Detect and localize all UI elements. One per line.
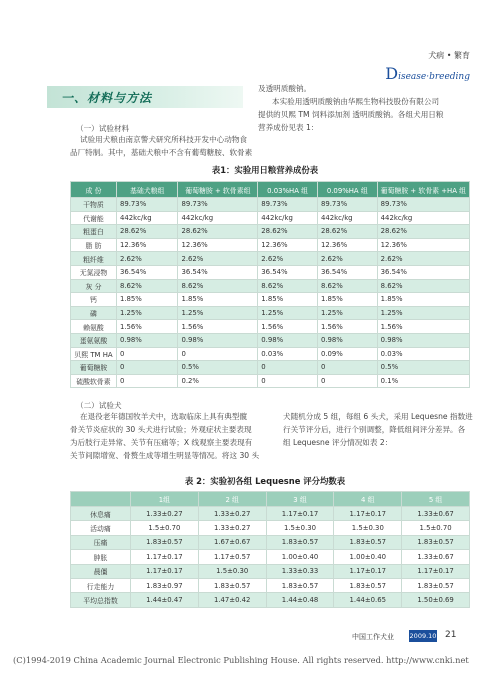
table-cell: 12.36%	[377, 238, 469, 252]
row-label-cell: 干物质	[71, 198, 117, 212]
column-header: 成 份	[71, 182, 117, 198]
table-cell: 0	[116, 374, 177, 388]
table-cell: 442kc/kg	[258, 211, 318, 225]
table-cell: 1.85%	[116, 293, 177, 307]
table-cell: 28.62%	[258, 225, 318, 239]
table-cell: 0	[116, 347, 177, 361]
row-label-cell: 压痛	[71, 535, 131, 549]
row-label-cell: 休息痛	[71, 507, 131, 521]
table-row	[71, 507, 470, 521]
row-label-cell: 脂 肪	[71, 238, 117, 252]
row-label-cell: 代谢能	[71, 211, 117, 225]
table-cell: 1.33±0.67	[402, 507, 470, 521]
journal-column-header	[380, 50, 470, 83]
table-cell: 1.25%	[258, 306, 318, 320]
table-cell: 0.98%	[258, 333, 318, 347]
table-cell: 0	[258, 374, 318, 388]
table-row	[71, 252, 470, 266]
table-cell: 1.56%	[377, 320, 469, 334]
table-cell: 1.33±0.27	[198, 521, 266, 535]
table-row	[71, 361, 470, 375]
table-cell: 1.83±0.57	[266, 578, 334, 592]
table-cell: 1.83±0.57	[402, 535, 470, 549]
section-heading: 一、材料与方法	[61, 91, 153, 105]
column-header: 1组	[131, 492, 199, 507]
table-cell: 1.33±0.27	[198, 507, 266, 521]
table-cell: 1.85%	[317, 293, 377, 307]
table-cell: 1.56%	[258, 320, 318, 334]
text-line: 营养成份见表 1：	[258, 123, 319, 132]
table-cell: 89.73%	[377, 198, 469, 212]
table-row	[71, 265, 470, 279]
table-row	[71, 211, 470, 225]
row-label-cell: 粗蛋白	[71, 225, 117, 239]
table-cell: 89.73%	[258, 198, 318, 212]
table-row	[71, 521, 470, 535]
table-cell: 0	[317, 361, 377, 375]
column-header: 葡萄糖胺 + 软骨素组	[178, 182, 258, 198]
table-cell: 8.62%	[116, 279, 177, 293]
row-label-cell: 肿胀	[71, 550, 131, 564]
table-cell: 28.62%	[178, 225, 258, 239]
table-header-row	[71, 182, 470, 198]
table-cell: 8.62%	[377, 279, 469, 293]
table-cell: 1.56%	[116, 320, 177, 334]
text-line: 骨关节炎症状的 30 头犬进行试验；外观症状主要表现	[70, 425, 252, 434]
table2-title: 表 2：实验初各组 Lequesne 评分均数表	[184, 476, 346, 486]
table-cell: 1.25%	[116, 306, 177, 320]
table-cell: 442kc/kg	[116, 211, 177, 225]
table-cell: 8.62%	[258, 279, 318, 293]
table-cell: 28.62%	[377, 225, 469, 239]
text-line: 本实验用透明质酸钠由华熙生物科技股份有限公司	[272, 97, 440, 106]
table-cell: 1.17±0.17	[131, 550, 199, 564]
table-cell: 1.56%	[317, 320, 377, 334]
table-cell: 12.36%	[258, 238, 318, 252]
text-line: 品厂特制。其中，基础犬粮中不含有葡萄糖胺、软骨素	[70, 148, 253, 157]
diet-nutrition-table	[70, 181, 470, 388]
table-cell: 1.5±0.30	[334, 521, 402, 535]
table-cell: 0.98%	[317, 333, 377, 347]
table-cell: 1.25%	[178, 306, 258, 320]
table-cell: 1.25%	[317, 306, 377, 320]
table-cell: 1.00±0.40	[266, 550, 334, 564]
text-line: 行关节评分后，进行个别调整，降低组间评分差异。各	[283, 425, 466, 434]
table-cell: 1.25%	[377, 306, 469, 320]
table-cell: 36.54%	[377, 265, 469, 279]
table-cell: 0.5%	[377, 361, 469, 375]
table-cell: 0.1%	[377, 374, 469, 388]
text-line: 试验用犬粮由南京警犬研究所科技开发中心动物食	[80, 135, 248, 144]
table-cell: 1.83±0.57	[402, 578, 470, 592]
table-cell: 36.54%	[258, 265, 318, 279]
table-cell: 0.5%	[178, 361, 258, 375]
table-cell: 8.62%	[178, 279, 258, 293]
table-row	[71, 535, 470, 549]
row-label-cell: 活动痛	[71, 521, 131, 535]
table-row	[71, 550, 470, 564]
table-cell: 442kc/kg	[377, 211, 469, 225]
table-cell: 0.03%	[258, 347, 318, 361]
text-line: 犬随机分成 5 组，每组 6 头犬，采用 Lequesne 指数进	[283, 412, 473, 421]
table-cell: 1.47±0.42	[198, 593, 266, 607]
table-cell: 1.17±0.17	[334, 564, 402, 578]
column-header: 基础犬粮组	[116, 182, 177, 198]
table-cell: 1.83±0.57	[198, 578, 266, 592]
table-cell: 1.83±0.57	[334, 535, 402, 549]
footer-issue-badge: 2009.10	[409, 632, 437, 640]
table-cell: 1.83±0.57	[266, 535, 334, 549]
row-label-cell: 行走能力	[71, 578, 131, 592]
table-cell: 1.67±0.67	[198, 535, 266, 549]
table-cell: 1.44±0.65	[334, 593, 402, 607]
table-cell: 1.5±0.70	[402, 521, 470, 535]
table-cell: 36.54%	[178, 265, 258, 279]
table-row	[71, 238, 470, 252]
column-name-en-rest: isease·breeding	[398, 72, 470, 82]
text-line: 组 Lequesne 评分情况如表 2：	[283, 438, 393, 447]
text-line: 为后肢行走异常、关节有压痛等；X 线观察主要表现有	[70, 438, 253, 447]
table-cell: 1.85%	[178, 293, 258, 307]
row-label-cell: 粗纤维	[71, 252, 117, 266]
row-label-cell: 磷	[71, 306, 117, 320]
table-cell: 1.50±0.69	[402, 593, 470, 607]
table-cell: 8.62%	[317, 279, 377, 293]
table-cell: 0	[258, 361, 318, 375]
table-cell: 1.17±0.17	[334, 507, 402, 521]
column-header	[71, 492, 131, 507]
table-row	[71, 564, 470, 578]
table-row	[71, 333, 470, 347]
column-header: 0.09%HA 组	[317, 182, 377, 198]
table-cell: 89.73%	[317, 198, 377, 212]
table-cell: 1.44±0.47	[131, 593, 199, 607]
table-cell: 2.62%	[258, 252, 318, 266]
copyright-notice: (C)1994-2019 China Academic Journal Electronic Publishing House. All rights reserved. http://www.cnki.net	[13, 655, 469, 665]
table-cell: 1.5±0.70	[131, 521, 199, 535]
paragraph-dogs	[70, 410, 275, 462]
table-row	[71, 306, 470, 320]
table-row	[71, 279, 470, 293]
table-cell: 442kc/kg	[317, 211, 377, 225]
text-line: 在退役老年德国牧羊犬中，选取临床上具有典型髋	[80, 412, 248, 421]
row-label-cell: 蛋氨氨酸	[71, 333, 117, 347]
table-row	[71, 578, 470, 592]
table-cell: 1.83±0.57	[334, 578, 402, 592]
table-cell: 0.09%	[317, 347, 377, 361]
table-cell: 28.62%	[317, 225, 377, 239]
row-label-cell: 晨僵	[71, 564, 131, 578]
row-label-cell: 无氮浸物	[71, 265, 117, 279]
table-cell: 89.73%	[178, 198, 258, 212]
table-cell: 0.98%	[116, 333, 177, 347]
text-line: 及透明质酸钠。	[258, 84, 312, 93]
table-row	[71, 320, 470, 334]
row-label-cell: 硫酸软骨素	[71, 374, 117, 388]
table-row	[71, 374, 470, 388]
lequesne-score-table	[70, 491, 470, 608]
table-cell: 2.62%	[377, 252, 469, 266]
column-name-cn: 犬病 • 繁育	[428, 51, 470, 60]
table-cell: 1.17±0.17	[131, 564, 199, 578]
table-cell: 2.62%	[317, 252, 377, 266]
table-row	[71, 347, 470, 361]
table-cell: 36.54%	[116, 265, 177, 279]
table-cell: 12.36%	[116, 238, 177, 252]
paragraph-hyaluronate	[258, 82, 468, 134]
column-header: 葡萄糖胺 + 软骨素 +HA 组	[377, 182, 469, 198]
table-cell: 1.17±0.17	[266, 507, 334, 521]
subsection-materials: （一）试验材料	[76, 124, 130, 133]
row-label-cell: 赖氨酸	[71, 320, 117, 334]
row-label-cell: 贝熙 TM HA	[71, 347, 117, 361]
text-line: 关节间隙增宽、骨赘生成等增生明显等情况。将这 30 头	[70, 451, 260, 460]
table-cell: 1.83±0.97	[131, 578, 199, 592]
table-cell: 0.2%	[178, 374, 258, 388]
table-cell: 1.5±0.30	[266, 521, 334, 535]
table-cell: 0	[317, 374, 377, 388]
column-initial: D	[385, 64, 399, 83]
row-label-cell: 平均总指数	[71, 593, 131, 607]
table-cell: 12.36%	[178, 238, 258, 252]
table-cell: 1.85%	[377, 293, 469, 307]
table-cell: 12.36%	[317, 238, 377, 252]
column-header: 0.03%HA 组	[258, 182, 318, 198]
table-cell: 2.62%	[178, 252, 258, 266]
table-cell: 1.33±0.27	[131, 507, 199, 521]
column-header: 4 组	[334, 492, 402, 507]
table-row	[71, 198, 470, 212]
table-header-row	[71, 492, 470, 507]
table-cell: 1.00±0.40	[334, 550, 402, 564]
table-cell: 1.56%	[178, 320, 258, 334]
paragraph-grouping	[283, 410, 473, 449]
table-cell: 28.62%	[116, 225, 177, 239]
table-cell: 1.17±0.57	[198, 550, 266, 564]
table-cell: 1.33±0.33	[266, 564, 334, 578]
paragraph-materials	[70, 133, 270, 159]
table-row	[71, 593, 470, 607]
page-number: 21	[445, 630, 457, 640]
table-cell: 0	[178, 347, 258, 361]
column-header: 2 组	[198, 492, 266, 507]
table-cell: 36.54%	[317, 265, 377, 279]
table-cell: 442kc/kg	[178, 211, 258, 225]
table-cell: 0	[116, 361, 177, 375]
table-row	[71, 293, 470, 307]
table-cell: 89.73%	[116, 198, 177, 212]
subsection-dogs: （二）试验犬	[76, 401, 122, 410]
row-label-cell: 钙	[71, 293, 117, 307]
table-cell: 1.83±0.57	[131, 535, 199, 549]
table-cell: 1.5±0.30	[198, 564, 266, 578]
column-name-en	[385, 64, 470, 83]
table-cell: 1.85%	[258, 293, 318, 307]
row-label-cell: 灰 分	[71, 279, 117, 293]
row-label-cell: 葡萄糖胺	[71, 361, 117, 375]
table-cell: 0.03%	[377, 347, 469, 361]
table-cell: 0.98%	[178, 333, 258, 347]
column-header: 5 组	[402, 492, 470, 507]
table1-title: 表1：实验用日粮营养成份表	[211, 165, 319, 175]
table-cell: 1.44±0.48	[266, 593, 334, 607]
table-cell: 1.17±0.17	[402, 564, 470, 578]
text-line: 提供的贝熙 TM 饲料添加剂 透明质酸钠。各组犬用日粮	[258, 110, 444, 119]
table-cell: 2.62%	[116, 252, 177, 266]
table-row	[71, 225, 470, 239]
section-heading-banner	[47, 86, 243, 108]
table-cell: 0.98%	[377, 333, 469, 347]
footer-journal-name: 中国工作犬业	[352, 633, 394, 641]
table-cell: 1.33±0.67	[402, 550, 470, 564]
column-header: 3 组	[266, 492, 334, 507]
